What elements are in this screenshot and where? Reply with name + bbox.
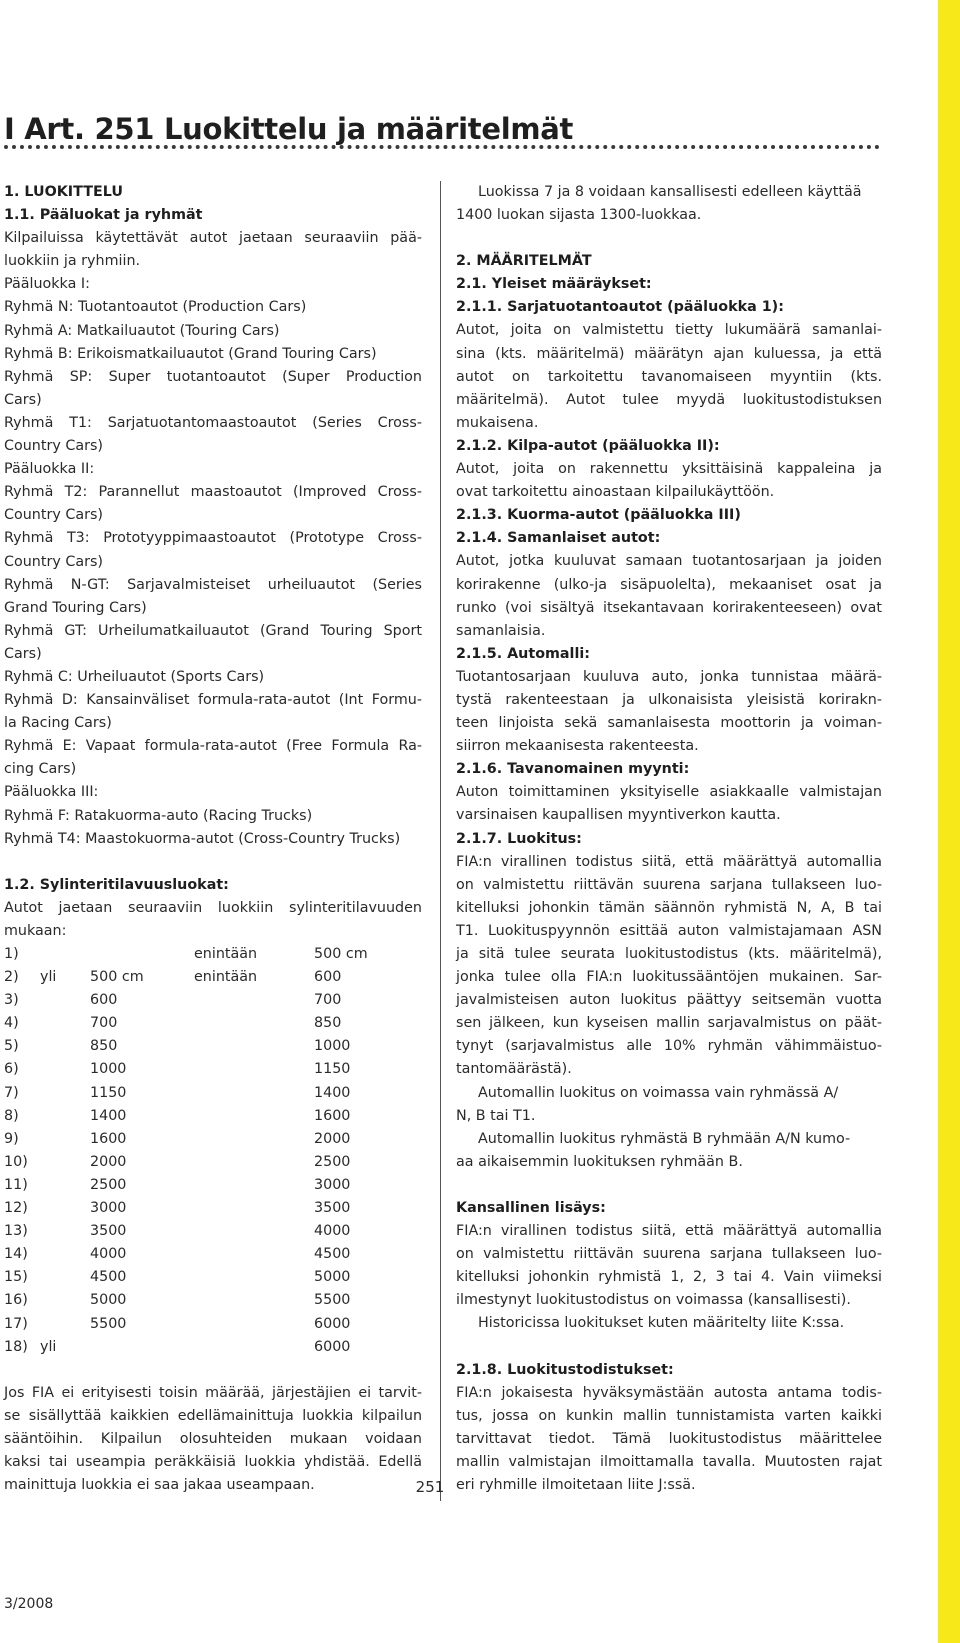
paragraph-line: jonka tulee olla FIA:n luokitussääntöjen mukainen. Sar- [456,969,882,986]
paragraph-line: autot on tarkoitettu tavanomaiseen myyntiin (kts. [456,368,882,385]
paragraph-line: Historicissa luokitukset kuten määritelty liite K:ssa. [478,1315,845,1332]
heading-maaritelmat: 2. MÄÄRITELMÄT [456,253,592,270]
cell-text: 700 [90,1015,118,1032]
cell-text: enintään [194,969,258,986]
paragraph-line: tus, jossa on kunkin mallin tunnistamista varten kaikki [456,1407,882,1424]
cylinder-class-row [4,1174,414,1197]
group-line: Ryhmä D: Kansainväliset formula-rata-autot (Int Formu- [4,692,422,709]
cell-text: 16) [4,1292,28,1309]
cylinder-class-cell [314,966,414,989]
paragraph-line: T1. Luokituspyynnön esittää auton valmistajamaan ASN [456,922,882,939]
group-line: Cars) [4,391,42,408]
cylinder-class-row [4,1035,414,1058]
heading-yleiset: 2.1. Yleiset määräykset: [456,276,652,293]
cylinder-class-row [4,1058,414,1081]
cylinder-class-cell [4,1105,40,1128]
cylinder-class-cell [90,1012,194,1035]
cell-text: 2000 [90,1153,127,1170]
cylinder-class-row [4,1197,414,1220]
cylinder-class-cell [314,989,414,1012]
cylinder-class-cell [4,1058,40,1081]
cell-text: 2500 [90,1176,127,1193]
group-line: Ryhmä F: Ratakuorma-auto (Racing Trucks) [4,807,313,824]
cylinder-class-cell [90,1336,194,1359]
cylinder-class-cell [314,1082,414,1105]
cylinder-class-cell [194,966,314,989]
cylinder-class-cell [4,1082,40,1105]
group-line: la Racing Cars) [4,715,112,732]
cylinder-class-cell [90,966,194,989]
cell-text: 4) [4,1015,19,1032]
paragraph-line: Automallin luokitus ryhmästä B ryhmään A/N kumo- [478,1130,851,1147]
cylinder-class-cell [314,1128,414,1151]
paragraph-line: Automallin luokitus on voimassa vain ryhmässä A/ [478,1084,839,1101]
cylinder-class-row [4,1313,414,1336]
cell-text: 2000 [314,1130,351,1147]
paragraph-line: varsinaisen kaupallisen myyntiverkon kautta. [456,807,781,824]
cylinder-class-cell [314,1174,414,1197]
cylinder-class-cell [194,1220,314,1243]
cell-text: 600 [314,969,342,986]
cylinder-class-cell [90,1313,194,1336]
cylinder-class-cell [40,1082,90,1105]
paragraph-line: mukaisena. [456,414,539,431]
cell-text: 5500 [90,1315,127,1332]
cylinder-class-cell [90,1151,194,1174]
heading-2-1-3: 2.1.3. Kuorma-autot (pääluokka III) [456,507,741,524]
cell-text: 6000 [314,1338,351,1355]
cylinder-class-cell [40,1128,90,1151]
paragraph-line: on valmistettu riittävän suurena sarjana tullakseen luo- [456,1246,882,1263]
cylinder-class-cell [90,1220,194,1243]
cylinder-class-cell [314,1266,414,1289]
paragraph-line: tystä rakenteestaan ja ulkonaisista yleisistä korirakn- [456,691,882,708]
group-line: cing Cars) [4,761,77,778]
paragraph-line: runko (voi sisältyä itsekantavaan korirakenteeseen) ovat [456,599,882,616]
paragraph-line: määritelmä). Autot tulee myydä luokitustodistuksen [456,391,882,408]
paragraph-line: FIA:n virallinen todistus siitä, että määrättyä automallia [456,1223,882,1240]
group-line: Ryhmä T1: Sarjatuotantomaastoautot (Series Cross- [4,414,422,431]
cell-text: 5500 [314,1292,351,1309]
cylinder-class-cell [4,1289,40,1312]
group-line: Country Cars) [4,438,103,455]
cylinder-class-cell [40,943,90,966]
cylinder-class-cell [4,1197,40,1220]
cylinder-class-cell [194,943,314,966]
right-column [456,181,882,1497]
paragraph-line: 1400 luokan sijasta 1300-luokkaa. [456,207,702,224]
cylinder-class-cell [40,966,90,989]
outro-line: Jos FIA ei erityisesti toisin määrää, järjestäjien ei tarvit- [4,1384,422,1401]
paragraph-line: ovat tarkoitettu ainoastaan kilpailukäyttöön. [456,484,775,501]
cell-text: 600 [90,992,118,1009]
cylinder-class-cell [90,1035,194,1058]
paragraph-line: mallin valmistajan ilmoittamalla tavalla. Muutosten rajat [456,1453,882,1470]
cylinder-class-cell [194,1266,314,1289]
cylinder-class-cell [40,1174,90,1197]
cell-text: 5000 [314,1269,351,1286]
paragraph-line: korirakenne (ulko-ja sisäpuolelta), mekaaniset osat ja [456,576,882,593]
yellow-edge-bar [938,0,960,1643]
group-line: Cars) [4,645,42,662]
cell-text: 1000 [314,1038,351,1055]
paragraph-line: tantomäärästä). [456,1061,572,1078]
cell-text: 9) [4,1130,19,1147]
dotted-rule [4,145,880,149]
cylinder-class-row [4,1289,414,1312]
group-line: Ryhmä T4: Maastokuorma-autot (Cross-Country Trucks) [4,830,401,847]
group-line: Ryhmä T3: Prototyyppimaastoautot (Prototype Cross- [4,530,422,547]
cell-text: 3000 [90,1200,127,1217]
column-separator [440,181,441,1501]
cylinder-class-cell [4,1012,40,1035]
paragraph-line: aa aikaisemmin luokituksen ryhmään B. [456,1153,743,1170]
cylinder-class-cell [4,1151,40,1174]
cylinder-class-cell [194,1151,314,1174]
intro-line: luokkiin ja ryhmiin. [4,253,141,270]
group-line: Ryhmä C: Urheiluautot (Sports Cars) [4,668,265,685]
group-line: Country Cars) [4,507,103,524]
cylinder-class-row [4,1243,414,1266]
paragraph-line: samanlaisia. [456,622,546,639]
cylinder-class-cell [40,1289,90,1312]
cylinder-class-cell [90,1174,194,1197]
cylinder-class-row [4,1012,414,1035]
cylinder-class-cell [4,1266,40,1289]
cell-text: 1600 [90,1130,127,1147]
cylinder-class-cell [40,1243,90,1266]
group-line: Pääluokka I: [4,276,90,293]
cylinder-class-row [4,1128,414,1151]
cell-text: 4500 [314,1246,351,1263]
paragraph-line: ja sitä tulee seurata luokitustodistus (kts. määritelmä), [456,946,882,962]
cylinder-class-cell [4,1174,40,1197]
cylinder-class-cell [194,1082,314,1105]
cell-text: 7) [4,1084,19,1101]
cylinder-class-cell [194,1012,314,1035]
cylinder-class-cell [194,1289,314,1312]
paragraph-line: Autot, jotka kuuluvat samaan tuotantosarjaan ja joiden [456,553,882,570]
group-line: Ryhmä E: Vapaat formula-rata-autot (Free Formula Ra- [4,738,422,755]
cylinder-class-cell [90,1289,194,1312]
group-line: Ryhmä SP: Super tuotantoautot (Super Production [4,368,422,385]
cylinder-class-cell [314,1058,414,1081]
group-line: Ryhmä T2: Parannellut maastoautot (Improved Cross- [4,484,422,501]
left-column [4,181,422,1497]
cylinder-class-cell [40,1336,90,1359]
paragraph-line: tynyt (sarjavalmistus alle 10% ryhmän vähimmäistuo- [456,1038,882,1055]
paragraph-line: teen linjoista sekä samanlaisesta moottorin ja voiman- [456,715,882,732]
cylinder-class-cell [4,1243,40,1266]
cell-text: 700 [314,992,342,1009]
cylinder-class-cell [90,1197,194,1220]
paragraph-line: Auton toimittaminen yksityiselle asiakkaalle valmistajan [456,784,882,801]
cylinder-class-row [4,1220,414,1243]
heading-2-1-6: 2.1.6. Tavanomainen myynti: [456,761,690,778]
cylinder-class-cell [194,1336,314,1359]
cylinder-class-cell [4,943,40,966]
cell-text: 500 cm [90,969,144,986]
cell-text: 6000 [314,1315,351,1332]
cylinder-class-row [4,989,414,1012]
cylinder-class-cell [314,1197,414,1220]
cell-text: 1) [4,946,19,962]
paragraph-line: FIA:n jokaisesta hyväksymästään autosta antama todis- [456,1384,882,1401]
cylinder-class-cell [4,1220,40,1243]
paragraph-line: Autot, joita on rakennettu yksittäisinä kappaleina ja [456,461,882,478]
cylinder-class-cell [194,1105,314,1128]
paragraph-line: N, B tai T1. [456,1107,536,1124]
cylinder-class-cell [4,1336,40,1359]
cylinder-class-cell [90,989,194,1012]
cylinder-class-cell [4,966,40,989]
cell-text: 3000 [314,1176,351,1193]
cylinder-class-cell [314,1035,414,1058]
cell-text: 5) [4,1038,19,1055]
cylinder-class-cell [194,1035,314,1058]
paragraph-line: tarvittavat tiedot. Tämä luokitustodistus määrittelee [456,1430,882,1447]
cell-text: 1000 [90,1061,127,1078]
cylinder-class-row [4,943,414,966]
cylinder-class-row [4,1082,414,1105]
cylinder-class-cell [4,1128,40,1151]
cell-text: 1150 [90,1084,127,1101]
cyl-intro-line: mukaan: [4,922,67,939]
cylinder-class-cell [90,1082,194,1105]
paragraph-line: kitelluksi johonkin tämän säännön ryhmistä N, A, B tai [456,899,882,916]
cylinder-class-row [4,966,414,989]
cylinder-class-cell [4,989,40,1012]
group-line: Grand Touring Cars) [4,599,147,616]
paragraph-line: FIA:n virallinen todistus siitä, että määrättyä automallia [456,853,882,870]
paragraph-line: eri ryhmille ilmoitetaan liite J:ssä. [456,1476,696,1493]
page-number: 251 [415,1478,445,1496]
heading-2-1-8: 2.1.8. Luokitustodistukset: [456,1361,674,1378]
cylinder-class-cell [194,1174,314,1197]
cylinder-class-cell [314,1336,414,1359]
cell-text: 5000 [90,1292,127,1309]
paragraph-line: sen jälkeen, kun kyseisen mallin sarjavalmistus on päät- [456,1015,882,1032]
cell-text: 850 [314,1015,342,1032]
groups-list [4,273,422,850]
cell-text: 4000 [90,1246,127,1263]
cylinder-class-cell [4,1313,40,1336]
cyl-intro-line: Autot jaetaan seuraaviin luokkiin sylinteritilavuuden [4,899,422,916]
cylinder-class-row [4,1266,414,1289]
group-line: Pääluokka III: [4,784,99,801]
heading-2-1-7: 2.1.7. Luokitus: [456,830,582,847]
issue-label: 3/2008 [4,1596,54,1612]
paragraph-line: sina (kts. määritelmä) määrätyn ajan kuluessa, ja että [456,345,882,362]
cell-text: 1400 [90,1107,127,1124]
cell-text: 2) [4,969,19,986]
cell-text: 14) [4,1246,28,1263]
paragraph-line: Luokissa 7 ja 8 voidaan kansallisesti edelleen käyttää [478,184,862,200]
cell-text: 2500 [314,1153,351,1170]
paragraph-line: ilmestynyt luokitustodistus on voimassa (kansallisesti). [456,1292,851,1309]
paragraph-line: javalmisteisen auton luokitus päättyy seitsemän vuotta [456,992,882,1009]
cylinder-class-cell [4,1035,40,1058]
group-line: Ryhmä B: Erikoismatkailuautot (Grand Touring Cars) [4,345,377,362]
cell-text: 500 cm [314,946,368,962]
group-line: Ryhmä A: Matkailuautot (Touring Cars) [4,322,280,339]
cylinder-class-cell [90,1243,194,1266]
cell-text: 4000 [314,1223,351,1240]
cylinder-class-cell [40,1035,90,1058]
cell-text: 11) [4,1176,28,1193]
cylinder-class-cell [314,1151,414,1174]
cell-text: 3500 [314,1200,351,1217]
cylinder-class-cell [314,1313,414,1336]
cylinder-class-cell [194,1313,314,1336]
cylinder-class-cell [40,989,90,1012]
cylinder-class-cell [40,1266,90,1289]
cylinder-class-cell [90,943,194,966]
cell-text: 3) [4,992,19,1009]
cylinder-class-row [4,1105,414,1128]
group-line: Pääluokka II: [4,461,95,478]
cylinder-class-cell [90,1128,194,1151]
cell-text: enintään [194,946,258,962]
cylinder-class-cell [40,1105,90,1128]
heading-2-1-4: 2.1.4. Samanlaiset autot: [456,530,661,547]
cell-text: yli [40,1338,57,1355]
heading-kansallinen-lisays: Kansallinen lisäys: [456,1199,606,1216]
cylinder-class-cell [40,1012,90,1035]
cylinder-class-cell [40,1197,90,1220]
cylinder-class-row [4,1151,414,1174]
group-line: Country Cars) [4,553,103,570]
cell-text: 1600 [314,1107,351,1124]
heading-luokittelu: 1. LUOKITTELU [4,184,123,200]
cell-text: 13) [4,1223,28,1240]
heading-2-1-1: 2.1.1. Sarjatuotantoautot (pääluokka 1): [456,299,784,316]
cylinder-class-cell [314,1012,414,1035]
paragraph-line: siirron mekaanisesta rakenteesta. [456,738,699,755]
cylinder-class-cell [40,1151,90,1174]
cell-text: 850 [90,1038,118,1055]
cell-text: 10) [4,1153,28,1170]
cylinder-class-cell [314,1243,414,1266]
page-title: I Art. 251 Luokittelu ja määritelmät [4,112,574,146]
outro-line: kaksi tai useampia peräkkäisiä luokkia yhdistää. Edellä [4,1453,422,1470]
cylinder-class-cell [40,1058,90,1081]
cell-text: 8) [4,1107,19,1124]
cylinder-class-cell [314,1220,414,1243]
cylinder-class-cell [314,943,414,966]
paragraph-line: kitelluksi johonkin ryhmistä 1, 2, 3 tai 4. Vain viimeksi [456,1269,882,1286]
heading-sylinteritilavuus: 1.2. Sylinteritilavuusluokat: [4,876,229,893]
cell-text: 1150 [314,1061,351,1078]
outro-line: se sisällyttää kaikkien edellämainittuja luokkia kilpailun [4,1407,422,1424]
cylinder-class-cell [194,1197,314,1220]
group-line: Ryhmä N-GT: Sarjavalmisteiset urheiluautot (Series [4,576,422,593]
cell-text: 1400 [314,1084,351,1101]
paragraph-line: on valmistettu riittävän suurena sarjana tullakseen luo- [456,876,882,893]
cylinder-class-cell [40,1220,90,1243]
outro-line: mainittuja luokkia ei saa jakaa useampaan. [4,1477,315,1494]
cell-text: 18) [4,1338,28,1355]
cylinder-class-table [4,943,414,1359]
intro-line: Kilpailuissa käytettävät autot jaetaan seuraaviin pää- [4,230,422,247]
cell-text: yli [40,969,57,986]
heading-2-1-5: 2.1.5. Automalli: [456,645,590,662]
cylinder-class-row [4,1336,414,1359]
cylinder-class-cell [90,1058,194,1081]
cylinder-class-cell [90,1105,194,1128]
cylinder-class-cell [194,1128,314,1151]
cylinder-class-cell [194,989,314,1012]
group-line: Ryhmä N: Tuotantoautot (Production Cars) [4,299,307,316]
cylinder-class-cell [40,1313,90,1336]
outro-line: sääntöihin. Kilpailun olosuhteiden mukaan voidaan [4,1430,422,1447]
cylinder-class-cell [194,1243,314,1266]
cylinder-class-cell [314,1289,414,1312]
paragraph-line: Autot, joita on valmistettu tietty lukumäärä samanlai- [456,322,882,339]
cylinder-class-cell [90,1266,194,1289]
cylinder-class-cell [194,1058,314,1081]
cell-text: 15) [4,1269,28,1286]
cell-text: 17) [4,1315,28,1332]
cylinder-class-cell [314,1105,414,1128]
group-line: Ryhmä GT: Urheilumatkailuautot (Grand Touring Sport [4,622,422,639]
heading-paaluokat: 1.1. Pääluokat ja ryhmät [4,207,203,224]
cell-text: 12) [4,1200,28,1217]
cell-text: 4500 [90,1269,127,1286]
paragraph-line: Tuotantosarjaan kuuluva auto, jonka tunnistaa määrä- [456,668,882,685]
heading-2-1-2: 2.1.2. Kilpa-autot (pääluokka II): [456,437,720,454]
cell-text: 3500 [90,1223,127,1240]
cell-text: 6) [4,1061,19,1078]
